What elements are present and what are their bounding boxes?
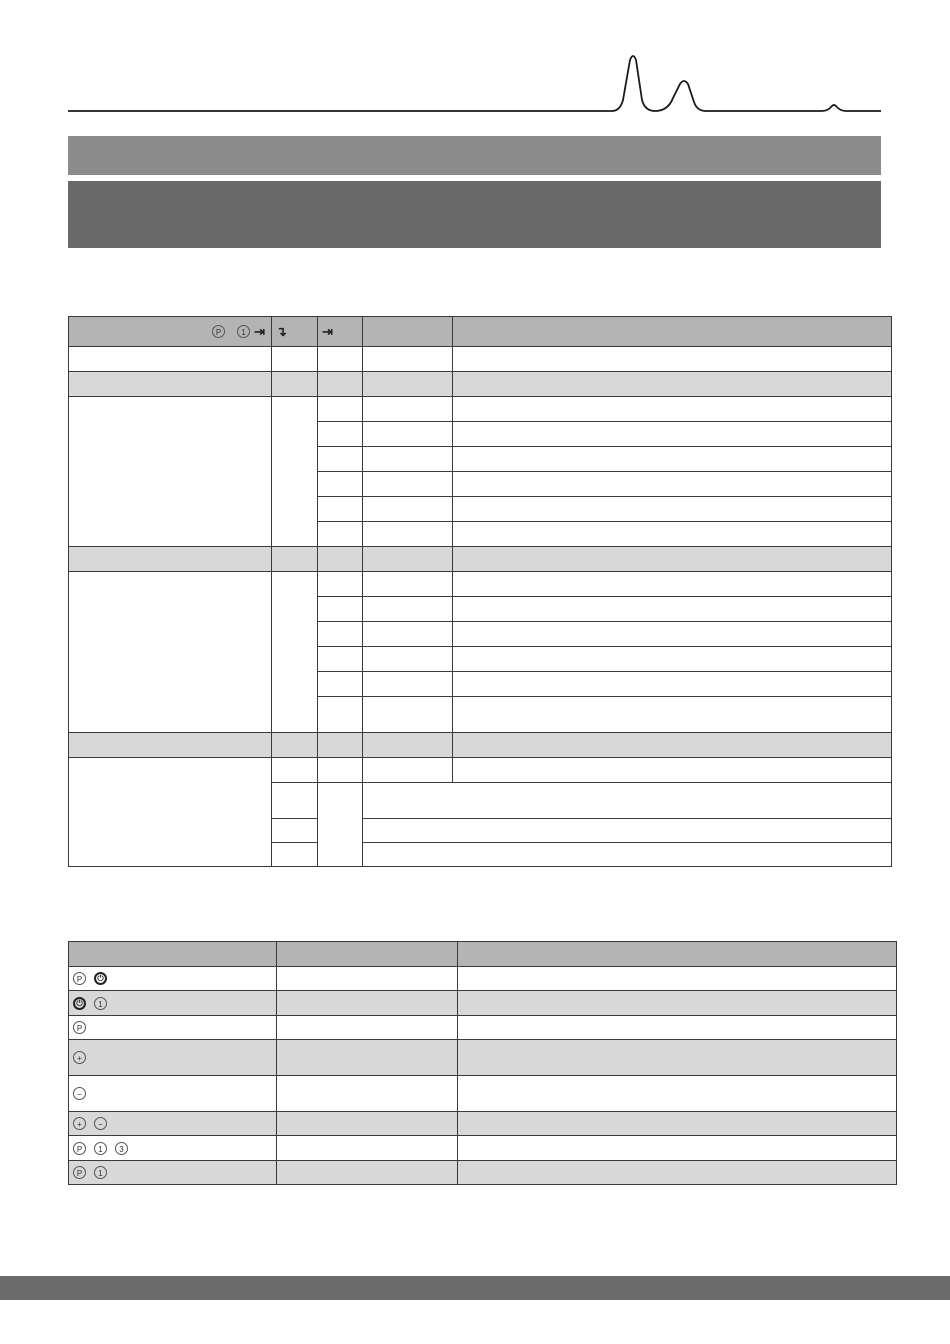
header-cell-tab xyxy=(318,317,363,347)
chromatogram-peaks-graphic xyxy=(0,0,950,130)
plus-key-icon: + xyxy=(73,1051,86,1064)
table-row xyxy=(69,572,892,597)
power-key-icon: ⏻ xyxy=(73,997,86,1010)
footer-bar xyxy=(0,1276,950,1300)
table-row xyxy=(69,991,897,1016)
tab-arrow-icon: ⇥ xyxy=(322,323,333,339)
table-row xyxy=(69,1136,897,1161)
header-cell-value xyxy=(363,317,453,347)
table-header-row xyxy=(69,317,892,347)
key-combination-table xyxy=(68,941,897,1185)
plus-key-icon: + xyxy=(73,1117,86,1130)
minus-key-icon: − xyxy=(73,1087,86,1100)
table-row xyxy=(69,758,892,783)
enter-arrow-icon: ↴ xyxy=(276,323,287,339)
p-key-icon: P xyxy=(73,972,86,985)
table-row xyxy=(69,1076,897,1112)
table-row xyxy=(69,733,892,758)
header-cell-enter xyxy=(272,317,318,347)
table-row xyxy=(69,1112,897,1136)
p-key-icon: P xyxy=(73,1142,86,1155)
table-header-row xyxy=(69,942,897,967)
p-key-icon: P xyxy=(73,1166,86,1179)
table-row xyxy=(69,547,892,572)
table-row xyxy=(69,1161,897,1185)
one-key-icon: 1 xyxy=(237,325,250,338)
table-row xyxy=(69,1040,897,1076)
table-row xyxy=(69,967,897,991)
header-cell-menu xyxy=(69,317,272,347)
three-key-icon: 3 xyxy=(115,1142,128,1155)
tab-arrow-icon: ⇥ xyxy=(254,323,265,339)
table-row xyxy=(69,1016,897,1040)
one-key-icon: 1 xyxy=(94,1142,107,1155)
p-key-icon: P xyxy=(73,1021,86,1034)
table-row xyxy=(69,372,892,397)
one-key-icon: 1 xyxy=(94,997,107,1010)
table-row xyxy=(69,397,892,422)
subtitle-band xyxy=(68,181,881,248)
parameter-table xyxy=(68,316,892,867)
p-key-icon: P xyxy=(212,325,225,338)
header-cell-description xyxy=(453,317,892,347)
title-band xyxy=(68,136,881,175)
one-key-icon: 1 xyxy=(94,1166,107,1179)
power-key-icon: ⏻ xyxy=(94,972,107,985)
table-row xyxy=(69,347,892,372)
minus-key-icon: − xyxy=(94,1117,107,1130)
